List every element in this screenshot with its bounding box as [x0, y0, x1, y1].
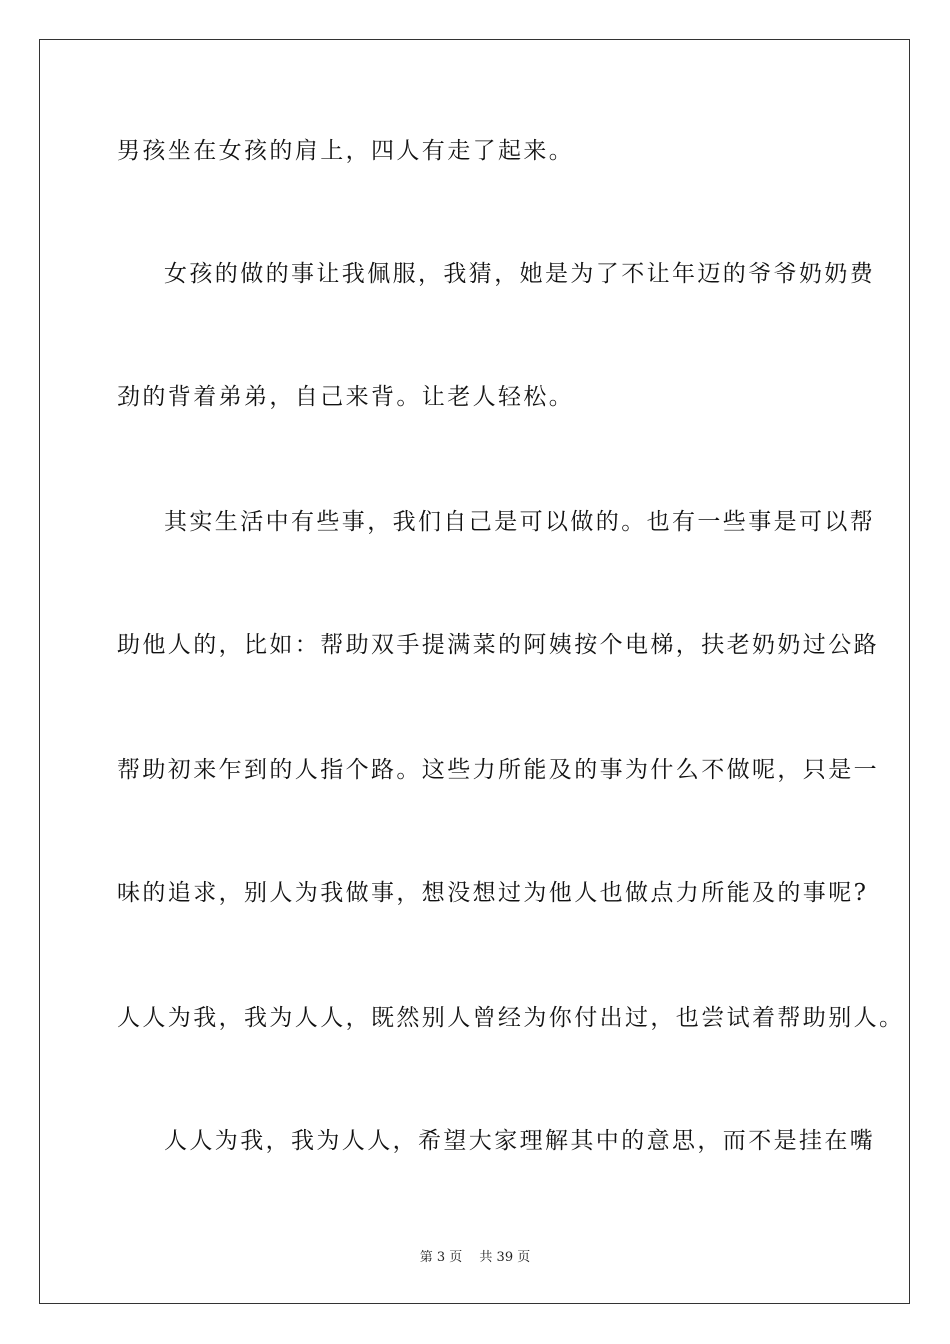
paragraph-line: 劲的背着弟弟，自己来背。让老人轻松。: [117, 384, 575, 410]
paragraph-line: 帮助初来乍到的人指个路。这些力所能及的事为什么不做呢，只是一: [117, 757, 879, 783]
paragraph-line: 助他人的，比如：帮助双手提满菜的阿姨按个电梯，扶老奶奶过公路: [117, 632, 879, 658]
paragraph-line: 人人为我，我为人人，希望大家理解其中的意思，而不是挂在嘴: [164, 1128, 876, 1154]
paragraph-line: 其实生活中有些事，我们自己是可以做的。也有一些事是可以帮: [164, 509, 876, 535]
page-border: [39, 39, 910, 1304]
paragraph-line: 男孩坐在女孩的肩上，四人有走了起来。: [117, 138, 575, 164]
paragraph-line: 味的追求，别人为我做事，想没想过为他人也做点力所能及的事呢?: [117, 880, 869, 906]
paragraph-line: 人人为我，我为人人，既然别人曾经为你付出过，也尝试着帮助别人。: [117, 1005, 905, 1031]
page-number-footer: 第 3 页 共 39 页: [419, 1250, 531, 1265]
paragraph-line: 女孩的做的事让我佩服，我猜，她是为了不让年迈的爷爷奶奶费: [164, 261, 876, 287]
